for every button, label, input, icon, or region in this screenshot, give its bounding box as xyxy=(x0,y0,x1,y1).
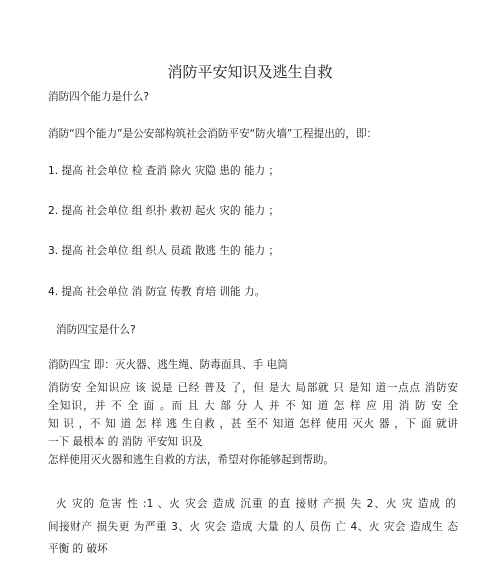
paragraph-line: 消防安 全知识应 该 说是 已经 普及 了，但 是大 局部就 只 是知 道一点点 消防安 xyxy=(48,382,458,394)
paragraph-line: 火 灾的 危害 性 :1 、火 灾会 造成 沉重 的直 接财 产损 失 2、火 灾 造成 的 xyxy=(56,498,456,510)
four-abilities-intro: 消防“四个能力”是公安部构筑社会消防平安“防火墙”工程提出的，即： xyxy=(48,128,378,140)
four-treasures-answer: 消防四宝 即：灭火器、逃生绳、防毒面具、手 电筒 xyxy=(48,359,288,371)
ability-item: 3. 提高 社会单位 组 织人 员疏 散逃 生的 能力 ； xyxy=(48,245,280,257)
ability-item: 2. 提高 社会单位 组 织扑 救初 起火 灾的 能力 ； xyxy=(48,205,280,217)
fire-safety-knowledge-paragraph xyxy=(48,379,458,469)
paragraph-line: 间接财产 损失更 为严重 3、火 灾会 造成 大量 的人 员伤 亡 4、火 灾会 造成生 态 xyxy=(48,521,458,533)
ability-item: 1. 提高 社会单位 检 查消 除火 灾隐 患的 能力 ； xyxy=(48,165,280,177)
paragraph-line: 全知识，并 不 全 面 。而 且 大 部 分 人 并 不 知 道 怎 样 应 用 消 防 安 全 xyxy=(48,400,458,412)
document-title: 消防平安知识及逃生自救 xyxy=(167,63,333,81)
question-four-treasures: 消防四宝是什么? xyxy=(56,324,136,336)
fire-hazards-paragraph xyxy=(48,495,458,558)
question-four-abilities: 消防四个能力是什么? xyxy=(48,91,149,103)
ability-item: 4. 提高 社会单位 消 防宣 传教 育培 训能 力。 xyxy=(48,286,266,298)
paragraph-line: 知 识 ，不 知 道 怎 样 逃 生自救 ，甚 至不 知道 怎样 使用 灭火 器 ，下 面 就讲 xyxy=(48,418,458,430)
paragraph-line: 平衡 的 破坏 xyxy=(48,543,108,555)
paragraph-line: 怎样使用灭火器和逃生自救的方法，希望对你能够起到帮助。 xyxy=(48,454,335,466)
paragraph-line: 一下 最根本 的 消防 平安知 识及 xyxy=(48,436,203,448)
